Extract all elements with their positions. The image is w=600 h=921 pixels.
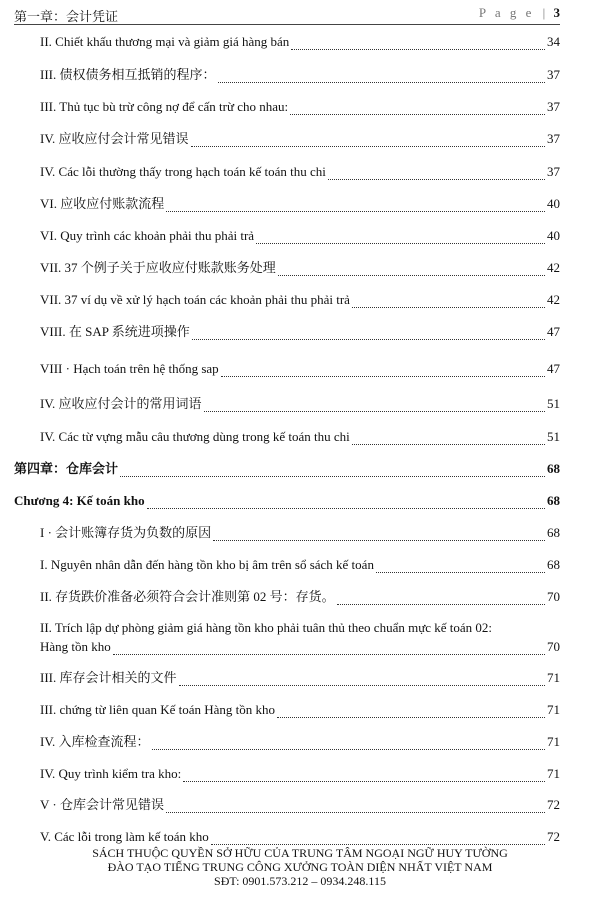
toc-entry[interactable] [40, 797, 560, 813]
toc-entry-page: 51 [547, 429, 560, 444]
toc-entry-title: Chương 4: Kế toán kho [14, 493, 145, 508]
toc-entry-page: 40 [547, 228, 560, 243]
footer-training-line: ĐÀO TẠO TIẾNG TRUNG CÔNG XƯỞNG TOÀN DIỆN NHẤT VIỆT NAM [107, 860, 493, 874]
toc-leader-dots [352, 433, 545, 445]
toc-entry-title: V. Các lỗi trong làm kế toán kho [40, 829, 209, 844]
toc-entry-title: I. Nguyên nhân dẫn đến hàng tồn kho bị âm trên sổ sách kế toán [40, 557, 374, 572]
toc-entry[interactable] [40, 396, 560, 412]
toc-leader-dots [337, 593, 545, 605]
toc-entry-page: 70 [547, 589, 560, 604]
toc-entry-page: 40 [547, 196, 560, 211]
toc-entry-title: III. Thủ tục bù trừ công nợ để cấn trừ cho nhau: [40, 99, 289, 114]
toc-entry-title: IV. 应收应付会计常见错误 [40, 131, 189, 146]
toc-entry[interactable] [40, 361, 560, 377]
toc-entry-page: 37 [547, 164, 560, 179]
toc-entry-title: II. Chiết khấu thương mại và giảm giá hàng bán [40, 34, 290, 49]
toc-entry[interactable] [40, 292, 560, 308]
toc-entry-title: IV. 应收应付会计的常用词语 [40, 396, 202, 411]
page-indicator [479, 5, 560, 21]
toc-entry-page: 34 [547, 34, 560, 49]
toc-leader-dots [183, 770, 545, 782]
toc-leader-dots [277, 706, 545, 718]
toc-entry-title: VI. Quy trình các khoản phải thu phải trả [40, 228, 255, 243]
toc-entry[interactable] [40, 829, 560, 845]
toc-entry-page: 68 [547, 461, 560, 476]
toc-entry-page: 71 [547, 734, 560, 749]
toc-leader-dots [113, 643, 545, 655]
toc-leader-dots [352, 296, 545, 308]
toc-entry-title: VIII · Hạch toán trên hệ thống sap [40, 361, 219, 376]
toc-entry[interactable] [40, 525, 560, 541]
toc-entry-page: 42 [547, 292, 560, 307]
toc-leader-dots [278, 264, 545, 276]
toc-entry-title: VI. 应收应付账款流程 [40, 196, 165, 211]
toc-entry[interactable] [40, 734, 560, 750]
toc-entry-page: 51 [547, 396, 560, 411]
page-separator: | [542, 5, 546, 20]
toc-leader-dots [290, 103, 545, 115]
toc-entry-page: 37 [547, 99, 560, 114]
toc-leader-dots [211, 833, 545, 845]
page-header [14, 4, 560, 25]
footer-ownership-line: SÁCH THUỘC QUYỀN SỞ HỮU CỦA TRUNG TÂM NGOẠI NGỮ HUY TƯỜNG [92, 846, 508, 860]
toc-entry[interactable] [40, 34, 560, 50]
toc-leader-dots [218, 71, 546, 83]
toc-entry-page: 72 [547, 829, 560, 844]
toc-leader-dots [213, 529, 545, 541]
toc-entry[interactable] [40, 620, 560, 655]
toc-leader-dots [120, 465, 545, 477]
toc-leader-dots [192, 328, 545, 340]
toc-leader-dots [147, 497, 545, 509]
toc-entry-title: IV. Các từ vựng mẫu câu thương dùng trong kế toán thu chi [40, 429, 350, 444]
toc-entry[interactable] [40, 131, 560, 147]
toc-entry-page: 37 [547, 131, 560, 146]
toc-leader-dots [166, 801, 545, 813]
toc-entry-page: 72 [547, 797, 560, 812]
toc-entry-page: 47 [547, 361, 560, 376]
toc-entry[interactable] [40, 557, 560, 573]
toc-leader-dots [204, 400, 545, 412]
toc-entry-title: III. 库存会计相关的文件 [40, 670, 177, 685]
toc-leader-dots [221, 365, 545, 377]
toc-leader-dots [179, 674, 546, 686]
toc-entry-title: II. Trích lập dự phòng giảm giá hàng tồn kho phải tuân thủ theo chuẩn mực kế toán 02: [40, 620, 493, 635]
toc-entry-title: V · 仓库会计常见错误 [40, 797, 164, 812]
page-label: P a g e [478, 5, 535, 20]
toc-leader-dots [191, 135, 545, 147]
toc-entry-page: 70 [547, 639, 560, 654]
chapter-title: 第一章：会计凭证 [14, 9, 119, 24]
toc-entry-page: 71 [547, 702, 560, 717]
toc-chapter-entry[interactable] [14, 461, 560, 477]
toc-entry-title: III. 债权债务相互抵销的程序： [40, 67, 216, 82]
toc-entry-title: 第四章：仓库会计 [14, 461, 119, 476]
toc-entry-title: II. 存货跌价准备必须符合会计准则第 02 号：存货。 [40, 589, 335, 604]
toc-entry[interactable] [40, 429, 560, 445]
toc-entry-page: 42 [547, 260, 560, 275]
toc-entry[interactable] [40, 589, 560, 605]
toc-entry-title: III. chứng từ liên quan Kế toán Hàng tồn kho [40, 702, 276, 717]
toc-entry[interactable] [40, 766, 560, 782]
toc-entry-page: 47 [547, 324, 560, 339]
toc-entry-title: IV. Các lỗi thường thấy trong hạch toán kế toán thu chi [40, 164, 326, 179]
toc-entry[interactable] [40, 67, 560, 83]
toc-entry-page: 68 [547, 493, 560, 508]
toc-entry-page: 71 [547, 766, 560, 781]
toc-leader-dots [328, 168, 545, 180]
page-footer [0, 846, 600, 888]
toc-chapter-entry[interactable] [14, 493, 560, 509]
toc-entry-title: I · 会计账簿存货为负数的原因 [40, 525, 212, 540]
footer-phone-line: SĐT: 0901.573.212 – 0934.248.115 [214, 874, 386, 888]
toc-entry-title: VII. 37 ví dụ về xử lý hạch toán các khoản phải thu phải trả [40, 292, 350, 307]
toc-entry-title: VIII. 在 SAP 系统进项操作 [40, 324, 190, 339]
toc-entry-title: IV. Quy trình kiểm tra kho: [40, 766, 182, 781]
toc-leader-dots [166, 200, 545, 212]
toc-entry[interactable] [40, 670, 560, 686]
toc-entry-page: 68 [547, 557, 560, 572]
toc-entry-page: 71 [547, 670, 560, 685]
toc-entry-title: VII. 37 个例子关于应收应付账款账务处理 [40, 260, 276, 275]
page-number: 3 [553, 5, 560, 20]
toc-leader-dots [291, 38, 545, 50]
toc-entry[interactable] [40, 99, 560, 115]
toc-entry[interactable] [40, 702, 560, 718]
toc-entry[interactable] [40, 164, 560, 180]
toc-entry[interactable] [40, 260, 560, 276]
toc-entry-page: 68 [547, 525, 560, 540]
toc-entry-title: IV. 入库检查流程： [40, 734, 150, 749]
toc-entry[interactable] [40, 228, 560, 244]
toc-leader-dots [152, 738, 545, 750]
toc-entry-title-continued: Hàng tồn kho [40, 639, 111, 654]
toc-entry[interactable] [40, 324, 560, 340]
toc-leader-dots [376, 561, 545, 573]
toc-leader-dots [256, 232, 545, 244]
toc-entry-page: 37 [547, 67, 560, 82]
toc-entry[interactable] [40, 196, 560, 212]
